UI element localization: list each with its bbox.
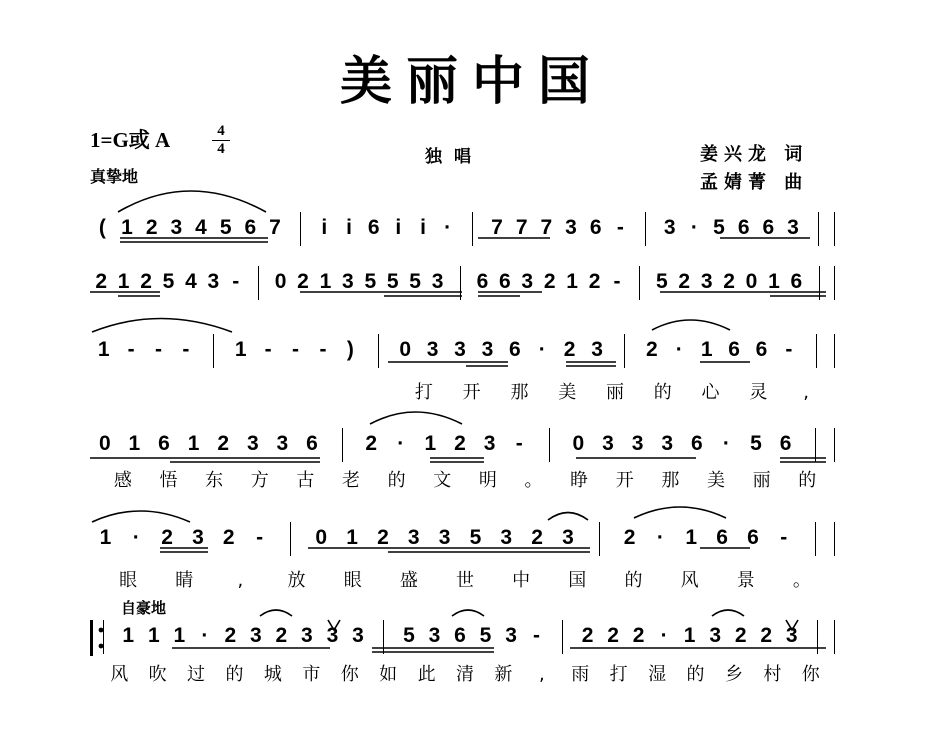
note: - xyxy=(232,270,240,293)
time-signature-bottom: 4 xyxy=(217,141,225,157)
note: · xyxy=(397,432,405,455)
lyric-char: 的 xyxy=(387,470,406,491)
note: - xyxy=(127,338,135,361)
slur xyxy=(118,191,266,212)
repeat-dot xyxy=(99,628,104,633)
note: 3 xyxy=(602,432,614,455)
beam xyxy=(308,548,590,552)
note: 5 xyxy=(469,526,482,549)
note: 3 xyxy=(250,624,262,647)
lyric-char: 盛 xyxy=(399,570,418,591)
note: 6 xyxy=(737,216,750,239)
note: 1 xyxy=(685,526,698,549)
note: 1 xyxy=(121,216,133,239)
lyric-char: 的 xyxy=(624,570,643,591)
note: · xyxy=(656,526,664,549)
note: 2 xyxy=(607,624,619,647)
note: 2 xyxy=(543,270,556,293)
note: - xyxy=(182,338,190,361)
lyric-char: 方 xyxy=(250,470,269,491)
key-signature: 1=G或 A xyxy=(90,128,171,152)
lyric-char: 湿 xyxy=(648,664,667,685)
note: i xyxy=(395,216,402,239)
note: 6 xyxy=(779,432,792,455)
note: - xyxy=(264,338,272,361)
note: 2 xyxy=(723,270,735,293)
note: - xyxy=(319,338,327,361)
lyric-char: , xyxy=(803,382,809,403)
time-signature-top: 4 xyxy=(217,123,225,139)
lyric-char: 雨 xyxy=(571,664,590,685)
note: 3 xyxy=(481,338,494,361)
note: 5 xyxy=(162,270,175,293)
slur xyxy=(92,319,232,333)
note: 2 xyxy=(145,216,158,239)
lyric-char: 眼 xyxy=(343,570,362,591)
note: 6 xyxy=(728,338,740,361)
note: 6 xyxy=(454,624,466,647)
lyric-char: 那 xyxy=(661,470,680,491)
slur xyxy=(634,507,726,518)
note: 1 xyxy=(768,270,780,293)
performance-type: 独唱 xyxy=(425,147,483,167)
lyric-char: 感 xyxy=(113,470,132,491)
note: i xyxy=(346,216,352,239)
note: 6 xyxy=(244,216,257,239)
lyric-char: 城 xyxy=(263,664,282,685)
note: 1 xyxy=(187,432,200,455)
beam xyxy=(90,458,320,462)
lyric-char: 。 xyxy=(524,470,543,491)
note: 3 xyxy=(521,270,534,293)
note: - xyxy=(613,270,621,293)
note: 3 xyxy=(426,338,439,361)
note: 3 xyxy=(787,216,799,239)
note: 1 xyxy=(234,338,247,361)
note: 3 xyxy=(785,624,798,647)
note: 2 xyxy=(646,338,658,361)
lyric-char: 悟 xyxy=(159,470,178,491)
note: · xyxy=(690,216,698,239)
beam xyxy=(300,292,462,296)
note: 3 xyxy=(709,624,722,647)
note: 7 xyxy=(515,216,528,239)
note: 5 xyxy=(713,216,725,239)
lyric-char: 灵 xyxy=(749,382,768,403)
note: 1 xyxy=(128,432,141,455)
beam xyxy=(372,648,494,652)
lyric-char: 放 xyxy=(287,570,306,591)
note: 3 xyxy=(661,432,674,455)
note: 6 xyxy=(306,432,318,455)
beam xyxy=(430,458,484,462)
note: 2 xyxy=(140,270,152,293)
lyric-char: 睁 xyxy=(570,470,589,491)
note: 1 xyxy=(97,338,110,361)
note: 3 xyxy=(505,624,517,647)
lyric-char: 开 xyxy=(615,470,634,491)
note: 0 xyxy=(98,432,111,455)
note: 7 xyxy=(540,216,553,239)
note: 2 xyxy=(563,338,576,361)
note: 3 xyxy=(192,526,204,549)
note: 7 xyxy=(269,216,281,239)
lyric-char: 中 xyxy=(512,570,531,591)
lyric-char: 美 xyxy=(706,470,725,491)
note: · xyxy=(201,624,209,647)
note: 5 xyxy=(479,624,492,647)
note: 6 xyxy=(762,216,775,239)
beam xyxy=(120,238,268,242)
song-title: 美丽中国 xyxy=(339,52,604,112)
lyricist-credit: 姜兴龙 词 xyxy=(700,144,809,165)
note: 0 xyxy=(745,270,758,293)
note: 5 xyxy=(386,270,399,293)
note: 6 xyxy=(747,526,759,549)
repeat-bar xyxy=(90,620,93,656)
note: 3 xyxy=(700,270,713,293)
lyric-char: 老 xyxy=(341,470,360,491)
note: 1 xyxy=(683,624,696,647)
note: 1 xyxy=(117,270,130,293)
note: 6 xyxy=(716,526,728,549)
note: 2 xyxy=(623,526,636,549)
beam xyxy=(160,548,208,552)
note: 2 xyxy=(224,624,237,647)
note: 6 xyxy=(367,216,380,239)
note: 3 xyxy=(663,216,676,239)
note: 1 xyxy=(700,338,713,361)
note: 2 xyxy=(95,270,108,293)
lyric-char: 。 xyxy=(792,570,811,591)
slur xyxy=(92,511,190,522)
note: 2 xyxy=(581,624,594,647)
lyric-char: 打 xyxy=(414,382,433,403)
note: 3 xyxy=(407,526,420,549)
lyric-char: 风 xyxy=(680,570,699,591)
note: - xyxy=(155,338,163,361)
note: 2 xyxy=(161,526,173,549)
note: 5 xyxy=(364,270,377,293)
lyric-char: 市 xyxy=(302,664,321,685)
lyric-char: 风 xyxy=(110,664,129,685)
note: 3 xyxy=(565,216,577,239)
lyric-char: 景 xyxy=(736,570,755,591)
note: 3 xyxy=(483,432,496,455)
beam xyxy=(478,292,542,296)
note: 3 xyxy=(431,270,444,293)
note: 2 xyxy=(297,270,309,293)
lyric-char: , xyxy=(237,570,244,591)
note: 5 xyxy=(409,270,421,293)
note: 2 xyxy=(275,624,288,647)
tempo-mark-1: 真挚地 xyxy=(90,167,139,186)
note: - xyxy=(256,526,264,549)
lyric-char: 眼 xyxy=(119,570,138,591)
note: ) xyxy=(346,338,354,361)
lyric-char: 美 xyxy=(558,382,577,403)
note: 3 xyxy=(276,432,289,455)
note: 0 xyxy=(315,526,328,549)
tempo-mark-2: 自豪地 xyxy=(121,599,167,617)
note: 3 xyxy=(246,432,259,455)
note: 1 xyxy=(424,432,437,455)
slur xyxy=(712,610,744,616)
note: 3 xyxy=(591,338,603,361)
lyric-char: 你 xyxy=(340,664,359,685)
note: 2 xyxy=(365,432,378,455)
beam xyxy=(388,362,616,366)
note: 0 xyxy=(399,338,412,361)
note: 6 xyxy=(158,432,170,455)
slur xyxy=(548,513,588,521)
note: 5 xyxy=(403,624,415,647)
note: 2 xyxy=(734,624,747,647)
beam xyxy=(660,292,826,296)
note: 3 xyxy=(326,624,339,647)
note: 2 xyxy=(531,526,543,549)
slur xyxy=(452,610,484,616)
note: 4 xyxy=(185,270,197,293)
note: · xyxy=(675,338,683,361)
note: · xyxy=(444,216,452,239)
note: 6 xyxy=(755,338,768,361)
note: 5 xyxy=(219,216,232,239)
note: 2 xyxy=(760,624,773,647)
lyric-char: 如 xyxy=(379,664,398,685)
note: 6 xyxy=(790,270,803,293)
note: 6 xyxy=(690,432,703,455)
note: ( xyxy=(98,216,106,239)
note: · xyxy=(660,624,668,647)
note: 5 xyxy=(655,270,668,293)
note: 1 xyxy=(319,270,332,293)
beam xyxy=(576,458,826,462)
lyric-char: 丽 xyxy=(606,382,624,403)
breath-mark xyxy=(328,620,340,630)
lyric-char: 的 xyxy=(653,382,672,403)
lyric-char: 东 xyxy=(205,470,224,491)
note: 2 xyxy=(454,432,466,455)
note: 7 xyxy=(491,216,503,239)
note: 3 xyxy=(428,624,441,647)
lyric-char: 文 xyxy=(433,470,452,491)
note: 3 xyxy=(207,270,220,293)
note: 1 xyxy=(122,624,135,647)
lyric-char: 睛 xyxy=(175,570,194,591)
note: 1 xyxy=(346,526,358,549)
note: 3 xyxy=(352,624,364,647)
note: - xyxy=(515,432,523,455)
lyric-char: 的 xyxy=(798,470,817,491)
lyric-char: 打 xyxy=(609,664,628,685)
note: 6 xyxy=(476,270,489,293)
lyric-char: 丽 xyxy=(752,470,771,491)
note: 4 xyxy=(195,216,207,239)
lyric-char: 心 xyxy=(701,382,720,403)
note: 2 xyxy=(377,526,389,549)
note: 3 xyxy=(500,526,513,549)
note: 2 xyxy=(678,270,691,293)
lyric-char: 明 xyxy=(478,470,497,491)
lyric-char: 那 xyxy=(510,382,529,403)
note: 1 xyxy=(99,526,112,549)
lyric-char: 清 xyxy=(456,664,474,685)
note: - xyxy=(780,526,788,549)
slur xyxy=(370,412,462,424)
note: - xyxy=(533,624,541,647)
lyric-char: 的 xyxy=(225,664,244,685)
note: 6 xyxy=(508,338,521,361)
lyric-char: 村 xyxy=(763,664,782,685)
note: 2 xyxy=(217,432,230,455)
note: 3 xyxy=(342,270,354,293)
note: 2 xyxy=(588,270,601,293)
note: 1 xyxy=(147,624,160,647)
slur xyxy=(260,610,292,616)
note: 1 xyxy=(173,624,186,647)
slur xyxy=(652,320,730,330)
note: 3 xyxy=(438,526,451,549)
lyric-char: 新 xyxy=(494,664,513,685)
note: 0 xyxy=(572,432,585,455)
breath-mark xyxy=(786,620,798,630)
lyric-char: 古 xyxy=(296,470,315,491)
note: 0 xyxy=(274,270,287,293)
lyric-char: 乡 xyxy=(724,664,743,685)
note: - xyxy=(292,338,300,361)
lyric-char: 你 xyxy=(801,664,820,685)
note: - xyxy=(785,338,793,361)
lyric-char: 开 xyxy=(462,382,481,403)
note: 3 xyxy=(301,624,313,647)
note: i xyxy=(321,216,328,239)
note: · xyxy=(722,432,730,455)
lyric-char: 过 xyxy=(187,664,206,685)
composer-credit: 孟婧菁 曲 xyxy=(700,172,809,193)
lyric-char: 国 xyxy=(568,570,587,591)
note: 3 xyxy=(170,216,183,239)
lyric-char: 此 xyxy=(417,664,436,685)
note: i xyxy=(420,216,426,239)
repeat-dot xyxy=(99,644,104,649)
note: 6 xyxy=(589,216,602,239)
beam xyxy=(90,292,160,296)
lyric-char: , xyxy=(538,664,545,685)
note: - xyxy=(616,216,624,239)
lyric-char: 的 xyxy=(686,664,705,685)
note: 6 xyxy=(499,270,511,293)
note: 2 xyxy=(222,526,235,549)
note: 3 xyxy=(631,432,644,455)
note: 3 xyxy=(454,338,466,361)
note: · xyxy=(538,338,546,361)
lyric-char: 世 xyxy=(456,570,474,591)
note: 1 xyxy=(566,270,578,293)
note: 2 xyxy=(632,624,645,647)
lyric-char: 吹 xyxy=(148,664,167,685)
note: · xyxy=(132,526,140,549)
note: 3 xyxy=(562,526,574,549)
note: 5 xyxy=(750,432,762,455)
